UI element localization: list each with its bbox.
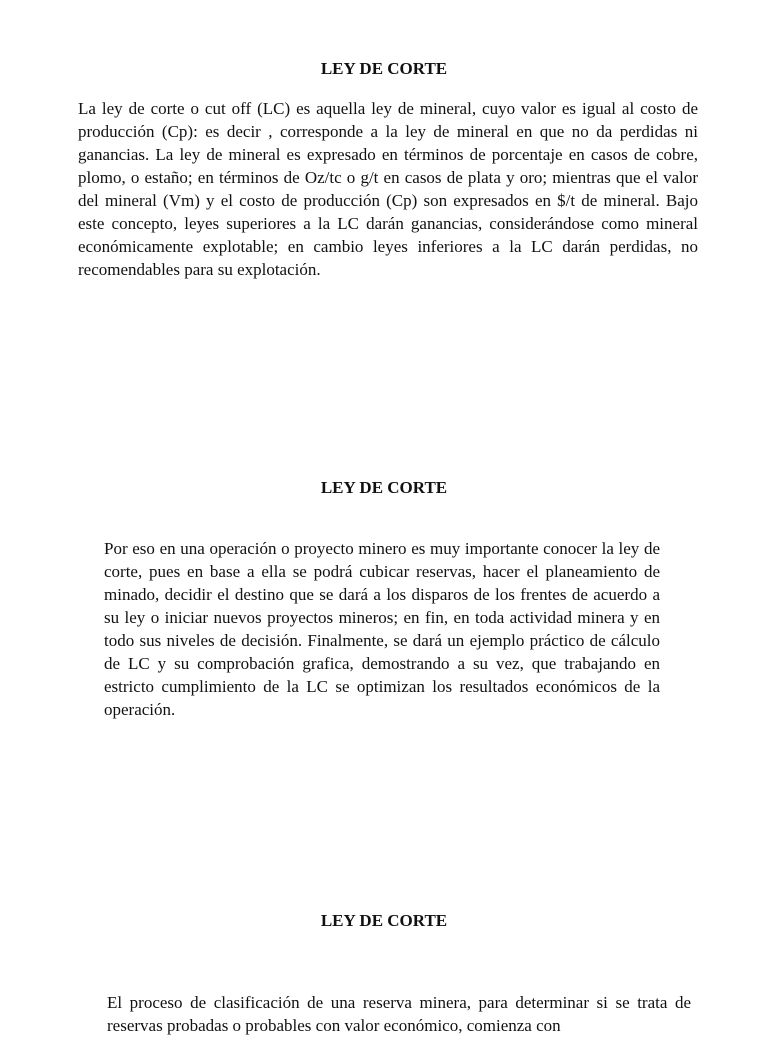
section-title: LEY DE CORTE bbox=[320, 478, 448, 497]
section-paragraph: El proceso de clasificación de una reserva minera, para determinar si se trata de reservas probadas o probables con valor económico, comienza con bbox=[107, 993, 691, 1035]
section-paragraph: La ley de corte o cut off (LC) es aquella ley de mineral, cuyo valor es igual al costo de producción (Cp): es decir , corresponde a la ley de mineral en que no da perdidas ni ganancias. La ley de mineral es expresado en términos de porcentaje en casos de cobre, plomo, o estaño; en términos de Oz/tc o g/t en casos de plata y oro; mientras que el valor del mineral (Vm) y el costo de producción (Cp) son expresados en $/t de mineral. Bajo este concepto, leyes superiores a la LC darán ganancias, considerándose como mineral económicamente explotable; en cambio leyes inferiores a la LC darán perdidas, no recomendables para su explotación. bbox=[78, 99, 698, 279]
section-paragraph: Por eso en una operación o proyecto minero es muy importante conocer la ley de corte, pues en base a ella se podrá cubicar reservas, hacer el planeamiento de minado, decidir el destino que se dará a los disparos de los frentes de acuerdo a su ley o iniciar nuevos proyectos mineros; en fin, en toda actividad minera y en todo sus niveles de decisión. Finalmente, se dará un ejemplo práctico de cálculo de LC y su comprobación grafica, demostrando a su vez, que trabajando en estricto cumplimiento de la LC se optimizan los resultados económicos de la operación. bbox=[104, 539, 660, 719]
section-title: LEY DE CORTE bbox=[320, 59, 448, 78]
section-title: LEY DE CORTE bbox=[320, 911, 448, 930]
